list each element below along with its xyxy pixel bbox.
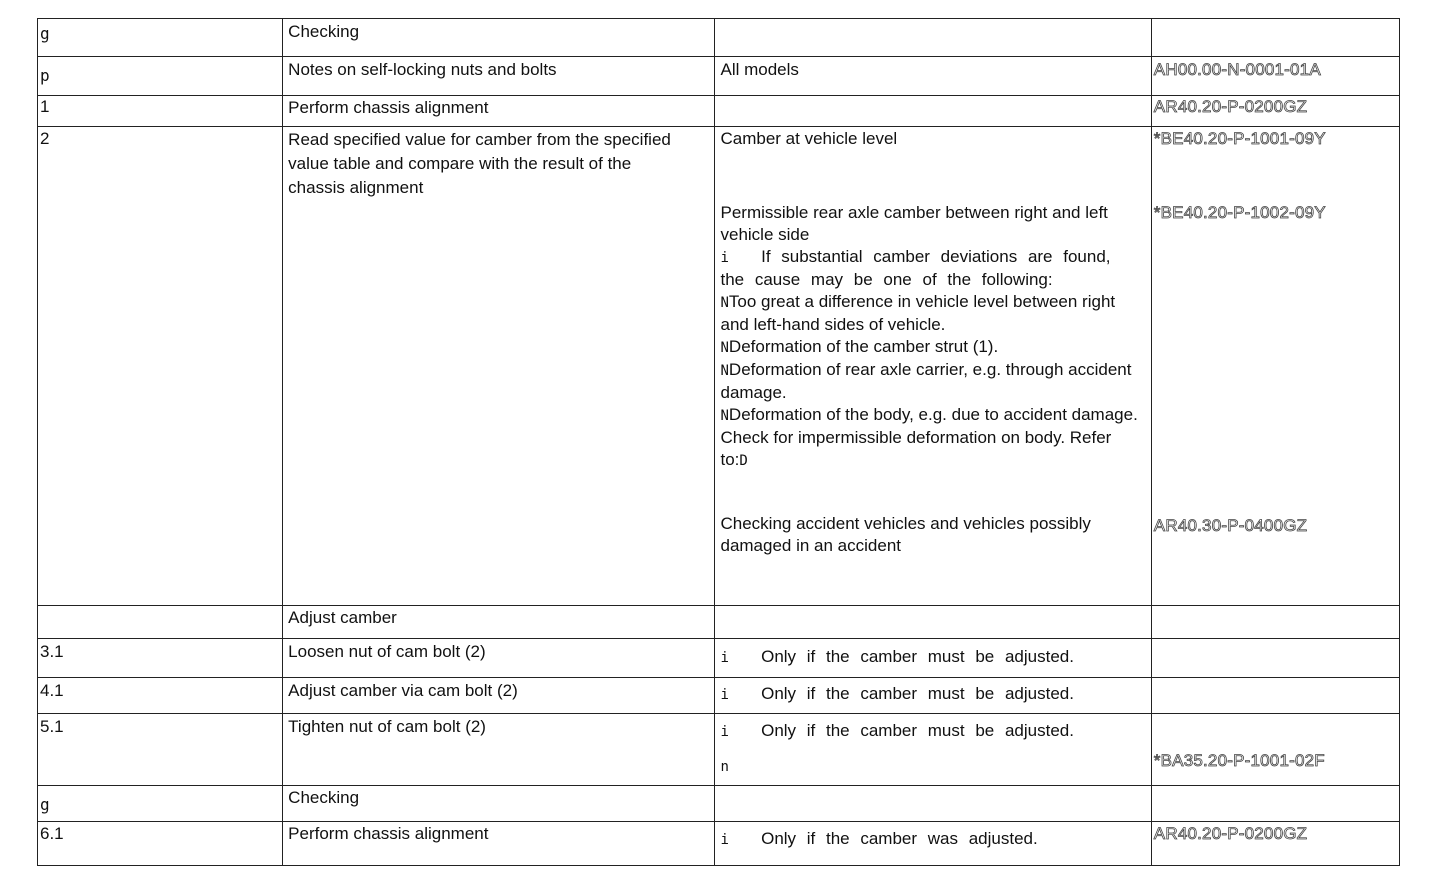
action-cell: Adjust camber via cam bolt (2) <box>283 678 715 714</box>
ref-cell <box>1151 822 1399 866</box>
ref-cell <box>1151 57 1399 96</box>
table-row <box>38 639 1400 678</box>
note-cell <box>715 606 1151 639</box>
note-cell: All models <box>715 57 1151 96</box>
step-cell: 6.1 <box>38 822 283 866</box>
note-cell: i Only if the camber must be adjusted. n <box>715 714 1151 786</box>
note-cell: i Only if the camber was adjusted. <box>715 822 1151 866</box>
ref-cell <box>1151 714 1399 786</box>
bullet-marker-icon: N <box>720 295 729 311</box>
action-cell: Adjust camber <box>283 606 715 639</box>
ref-cell <box>1151 96 1399 127</box>
step-cell: 4.1 <box>38 678 283 714</box>
step-cell: 5.1 <box>38 714 283 786</box>
note-cell <box>715 19 1151 57</box>
procedure-table <box>37 18 1400 866</box>
bullet-marker-icon: N <box>720 363 729 379</box>
ref-cell <box>1151 639 1399 678</box>
note-cell: Camber at vehicle level Permissible rear axle camber between right and left vehicle side i If substantial camber deviations are found, the cause may be one of the following: NToo great a difference in vehicle level between right and left-hand sides of vehicle. NDeformation of the camber strut (1). NDeformation of rear axle carrier, e.g. through accident damage. NDeformation of the body, e.g. due to accident damage. Check for impermissible deformation on body. Refer to:D Checking accident vehicles and vehicles possibly damaged in an accident <box>715 127 1151 606</box>
note-cell: i Only if the camber must be adjusted. <box>715 678 1151 714</box>
bullet-item: NDeformation of rear axle carrier, e.g. through accident damage. <box>720 360 1132 402</box>
reference-link[interactable]: AR40.20-P-0200GZ <box>1153 824 1308 843</box>
step-cell <box>38 606 283 639</box>
bullet-marker-icon: N <box>720 340 729 356</box>
reference-link[interactable]: *BE40.20-P-1002-09Y <box>1153 203 1326 222</box>
step-cell: 1 <box>38 96 283 127</box>
ref-cell <box>1151 19 1399 57</box>
action-cell: Read specified value for camber from the specified value table and compare with the result of the chassis alignment <box>283 127 715 606</box>
torque-link-icon[interactable]: n <box>720 759 729 775</box>
bullet-item: NDeformation of the camber strut (1). <box>720 337 999 356</box>
step-cell: 3.1 <box>38 639 283 678</box>
reference-link[interactable]: AR40.20-P-0200GZ <box>1153 97 1308 116</box>
action-cell: Loosen nut of cam bolt (2) <box>283 639 715 678</box>
ref-cell <box>1151 127 1399 606</box>
action-cell: Notes on self-locking nuts and bolts <box>283 57 715 96</box>
info-icon: i <box>720 687 729 703</box>
bullet-marker-icon: N <box>720 408 729 424</box>
info-block: i If substantial camber deviations are found, the cause may be one of the following: NToo great a difference in vehicle level between right and left-hand sides of vehicle. NDeformation of the camber strut (1). NDeformation of rear axle carrier, e.g. through accident damage. NDeformation of the body, e.g. due to accident damage. Check for impermissible deformation on body. Refer to:D <box>715 236 1150 472</box>
action-cell: Perform chassis alignment <box>283 96 715 127</box>
table-row <box>38 678 1400 714</box>
info-icon: i <box>720 250 729 266</box>
reference-link[interactable]: AH00.00-N-0001-01A <box>1153 60 1321 79</box>
table-row <box>38 786 1400 822</box>
bullet-item: NToo great a difference in vehicle level between right and left-hand sides of vehicle. <box>720 292 1116 334</box>
ref-cell <box>1151 678 1399 714</box>
document-link-icon[interactable]: D <box>739 453 748 469</box>
note-cell <box>715 786 1151 822</box>
action-cell: Checking <box>283 19 715 57</box>
step-cell: g <box>38 786 283 822</box>
reference-link[interactable]: AR40.30-P-0400GZ <box>1153 516 1308 535</box>
info-icon: i <box>720 650 729 666</box>
info-icon: i <box>720 724 729 740</box>
table-row <box>38 96 1400 127</box>
info-icon: i <box>720 832 729 848</box>
table-row <box>38 714 1400 786</box>
table-row <box>38 822 1400 866</box>
table-row <box>38 127 1400 606</box>
action-cell: Checking <box>283 786 715 822</box>
bullet-item: NDeformation of the body, e.g. due to accident damage. <box>720 405 1138 424</box>
step-cell: p <box>38 57 283 96</box>
reference-link[interactable]: *BA35.20-P-1001-02F <box>1153 751 1325 770</box>
action-cell: Perform chassis alignment <box>283 822 715 866</box>
ref-cell <box>1151 786 1399 822</box>
action-cell: Tighten nut of cam bolt (2) <box>283 714 715 786</box>
table-row <box>38 57 1400 96</box>
table-row <box>38 19 1400 57</box>
reference-link[interactable]: *BE40.20-P-1001-09Y <box>1153 129 1326 148</box>
note-cell <box>715 96 1151 127</box>
step-cell: g <box>38 19 283 57</box>
table-row <box>38 606 1400 639</box>
ref-cell <box>1151 606 1399 639</box>
note-cell: i Only if the camber must be adjusted. <box>715 639 1151 678</box>
step-cell: 2 <box>38 127 283 606</box>
